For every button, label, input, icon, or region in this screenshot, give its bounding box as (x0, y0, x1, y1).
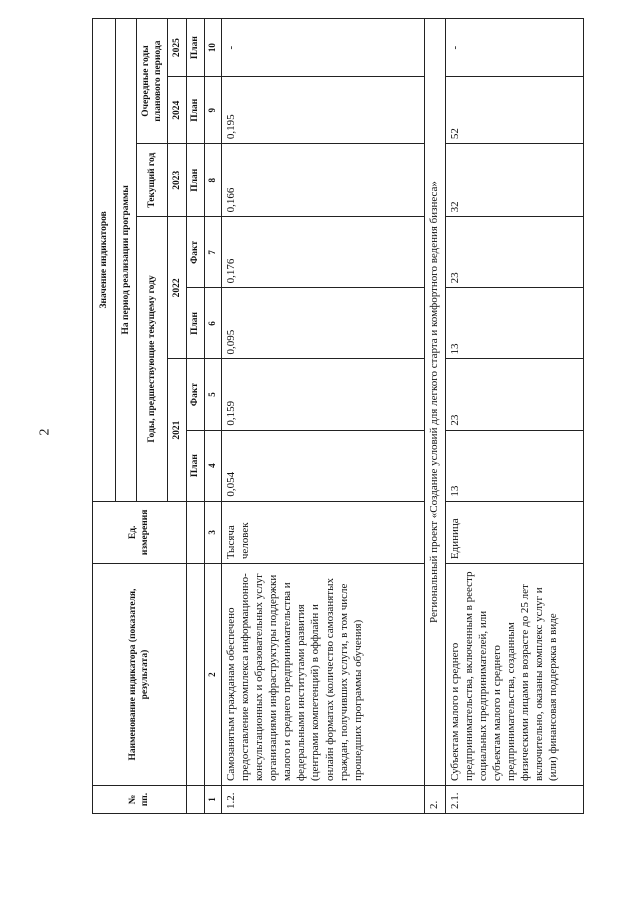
cell-2023-plan: 0,166 (221, 144, 424, 217)
header-blank-1 (186, 786, 205, 814)
indicators-table (92, 18, 584, 814)
header-plan: План (186, 288, 205, 359)
row-name: Субъектам малого и среднего предпринимательства, включенным в реестр социальных предпринимателей, или субъектам малого и среднего предпринимательства, созданным физическими лицами в возрасте до 25 лет включительно, оказаны комплекс услуг и (или) финансовая поддержка в виде (445, 564, 583, 786)
section-row (424, 19, 445, 814)
cell-2022-fact: 0,176 (221, 217, 424, 288)
cell-2022-plan: 13 (445, 288, 583, 359)
header-blank-3 (186, 501, 205, 563)
header-period: На период реализации программы (115, 19, 136, 502)
col-number: 7 (205, 217, 222, 288)
header-plan: План (186, 430, 205, 501)
col-number: 1 (205, 786, 222, 814)
header-plan: План (186, 19, 205, 77)
cell-2021-plan: 13 (445, 430, 583, 501)
col-number: 10 (205, 19, 222, 77)
header-2023: 2023 (167, 144, 186, 217)
col-number: 3 (205, 501, 222, 563)
cell-2022-plan: 0,095 (221, 288, 424, 359)
col-number: 9 (205, 77, 222, 144)
cell-2024-plan: 52 (445, 77, 583, 144)
row-unit: Тысяча человек (221, 501, 424, 563)
cell-2021-plan: 0,054 (221, 430, 424, 501)
cell-2021-fact: 23 (445, 359, 583, 430)
header-prev-years: Годы, предшествующие текущему году (136, 217, 167, 501)
header-name: Наименование индикатора (показателя, результата) (93, 564, 187, 786)
header-fact: Факт (186, 217, 205, 288)
header-2025: 2025 (167, 19, 186, 77)
cell-2024-plan: 0,195 (221, 77, 424, 144)
row-name: Самозанятым гражданам обеспечено предоставление комплекса информационно-консультационных и образовательных услуг организациями инфраструктуры поддержки малого и среднего предпринимательства и федеральными институтами развития (центрами компетенций) в оффлайн и онлайн форматах (количество самозанятых граждан, получивших услуги, в том числе прошедших программы обучения) (221, 564, 424, 786)
col-number: 2 (205, 564, 222, 786)
header-unit: Ед. измерения (93, 501, 187, 563)
table-row (445, 19, 583, 814)
cell-2021-fact: 0,159 (221, 359, 424, 430)
page-number: 2 (37, 428, 53, 436)
header-no: № пп. (93, 786, 187, 814)
cell-2022-fact: 23 (445, 217, 583, 288)
header-2024: 2024 (167, 77, 186, 144)
row-no: 2.1. (445, 786, 583, 814)
row-no: 1.2. (221, 786, 424, 814)
header-plan: План (186, 144, 205, 217)
col-number: 5 (205, 359, 222, 430)
header-values: Значение индикаторов (93, 19, 116, 502)
table-row (221, 19, 424, 814)
header-2022: 2022 (167, 217, 186, 359)
cell-2025-plan: - (221, 19, 424, 77)
header-plan: План (186, 77, 205, 144)
header-current-year: Текущий год (136, 144, 167, 217)
row-unit: Единица (445, 501, 583, 563)
cell-2023-plan: 32 (445, 144, 583, 217)
row-no: 2. (424, 786, 445, 814)
header-blank-2 (186, 564, 205, 786)
col-number: 4 (205, 430, 222, 501)
section-title: Региональный проект «Создание условий для легкого старта и комфортного ведения бизнеса» (424, 19, 445, 786)
header-fact: Факт (186, 359, 205, 430)
header-2021: 2021 (167, 359, 186, 501)
col-number: 8 (205, 144, 222, 217)
rotated-table-wrapper (92, 18, 584, 814)
header-next-years: Очередные годы планового периода (136, 19, 167, 144)
col-number: 6 (205, 288, 222, 359)
cell-2025-plan: - (445, 19, 583, 77)
